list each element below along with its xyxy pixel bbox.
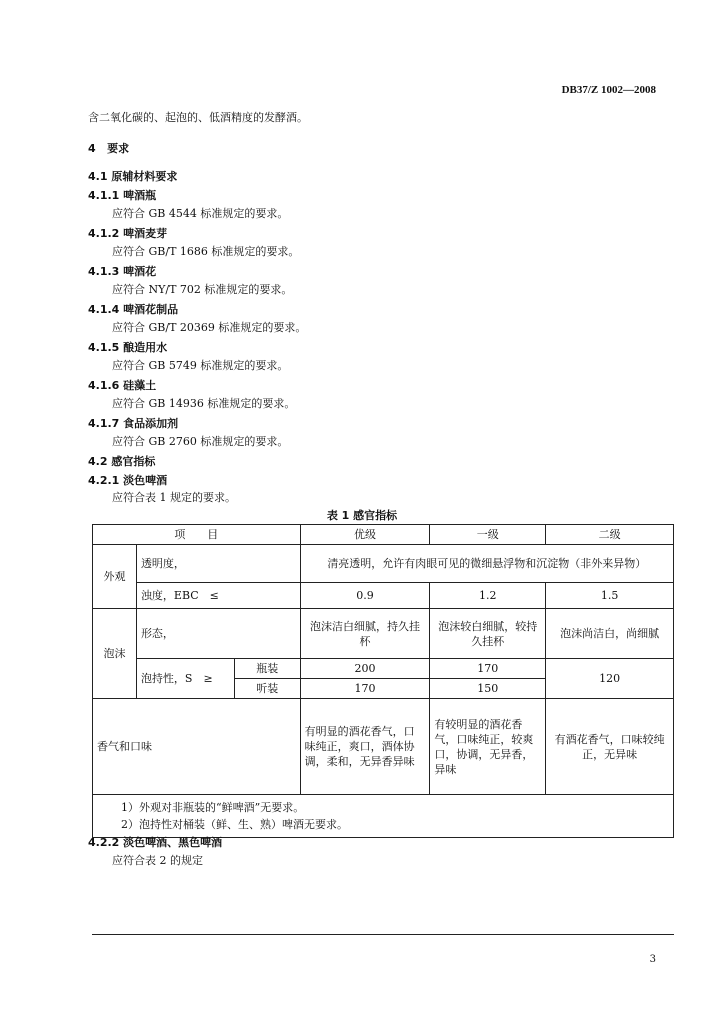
turbidity-premium: 0.9 (300, 583, 430, 609)
foam-form-second: 泡沫尚洁白，尚细腻 (546, 609, 674, 659)
header-item: 项 目 (93, 525, 301, 545)
bottled-premium: 200 (300, 659, 430, 679)
header-grade-first: 一级 (430, 525, 546, 545)
canned-premium: 170 (300, 679, 430, 699)
table-header-row (93, 525, 674, 545)
turbidity-first: 1.2 (430, 583, 546, 609)
sensory-index-table (92, 524, 674, 838)
foam-form-first: 泡沫较白细腻，较持久挂杯 (430, 609, 546, 659)
canned-first: 150 (430, 679, 546, 699)
footer-rule (92, 934, 674, 935)
section-4-2-2-heading: 4.2.2 淡色啤酒、黑色啤酒 (88, 836, 223, 849)
table-note-1: 1）外观对非瓶装的“鲜啤酒”无要求。 (121, 801, 305, 814)
foam-form-premium: 泡沫洁白细腻，持久挂杯 (300, 609, 430, 659)
table-note-2: 2）泡持性对桶装（鲜、生、熟）啤酒无要求。 (121, 818, 348, 831)
table-notes (93, 795, 674, 838)
bottled-label: 瓶装 (234, 659, 300, 679)
document-id: DB37/Z 1002—2008 (561, 84, 656, 96)
appearance-group-label: 外观 (93, 545, 137, 609)
section-4-1-1-heading: 4.1.1 啤酒瓶 (88, 189, 157, 202)
section-4-1-3-heading: 4.1.3 啤酒花 (88, 265, 157, 278)
section-4-heading: 4 要求 (88, 142, 130, 155)
section-4-1-heading: 4.1 原辅材料要求 (88, 170, 178, 183)
aroma-second: 有酒花香气，口味较纯正，无异味 (546, 699, 674, 795)
section-4-1-6-heading: 4.1.6 硅藻土 (88, 379, 157, 392)
aroma-premium: 有明显的酒花香气，口味纯正，爽口，酒体协调，柔和，无异香异味 (300, 699, 430, 795)
retention-second: 120 (546, 659, 674, 699)
section-4-1-7-text: 应符合 GB 2760 标准规定的要求。 (112, 435, 289, 448)
bottled-first: 170 (430, 659, 546, 679)
table-row (93, 659, 674, 679)
foam-group-label: 泡沫 (93, 609, 137, 699)
turbidity-second: 1.5 (546, 583, 674, 609)
canned-label: 听装 (234, 679, 300, 699)
section-4-1-5-text: 应符合 GB 5749 标准规定的要求。 (112, 359, 289, 372)
intro-line: 含二氧化碳的、起泡的、低酒精度的发酵酒。 (88, 111, 308, 124)
foam-retention-label: 泡持性，S ≥ (136, 659, 234, 699)
section-4-1-2-heading: 4.1.2 啤酒麦芽 (88, 227, 168, 240)
section-4-1-3-text: 应符合 NY/T 702 标准规定的要求。 (112, 283, 293, 296)
section-4-1-1-text: 应符合 GB 4544 标准规定的要求。 (112, 207, 289, 220)
table-row (93, 583, 674, 609)
table-row (93, 699, 674, 795)
section-4-1-2-text: 应符合 GB/T 1686 标准规定的要求。 (112, 245, 300, 258)
turbidity-label: 浊度，EBC ≤ (136, 583, 300, 609)
section-4-1-5-heading: 4.1.5 酿造用水 (88, 341, 168, 354)
table-row (93, 609, 674, 659)
section-4-1-4-text: 应符合 GB/T 20369 标准规定的要求。 (112, 321, 307, 334)
foam-form-label: 形态， (136, 609, 300, 659)
section-4-2-1-heading: 4.2.1 淡色啤酒 (88, 474, 168, 487)
table-notes-row (93, 795, 674, 838)
section-4-2-heading: 4.2 感官指标 (88, 455, 156, 468)
section-4-1-4-heading: 4.1.4 啤酒花制品 (88, 303, 179, 316)
table-1-caption: 表 1 感官指标 (326, 509, 398, 522)
header-grade-second: 二级 (546, 525, 674, 545)
clarity-label: 透明度， (136, 545, 300, 583)
aroma-label: 香气和口味 (93, 699, 301, 795)
section-4-2-2-text: 应符合表 2 的规定 (112, 854, 203, 867)
clarity-value: 清亮透明，允许有肉眼可见的微细悬浮物和沉淀物（非外来异物） (300, 545, 673, 583)
aroma-first: 有较明显的酒花香气，口味纯正，较爽口，协调，无异香，异味 (430, 699, 546, 795)
table-row (93, 545, 674, 583)
section-4-1-6-text: 应符合 GB 14936 标准规定的要求。 (112, 397, 296, 410)
section-4-2-1-text: 应符合表 1 规定的要求。 (112, 491, 236, 504)
section-4-1-7-heading: 4.1.7 食品添加剂 (88, 417, 179, 430)
header-grade-premium: 优级 (300, 525, 430, 545)
page-number: 3 (649, 954, 656, 965)
